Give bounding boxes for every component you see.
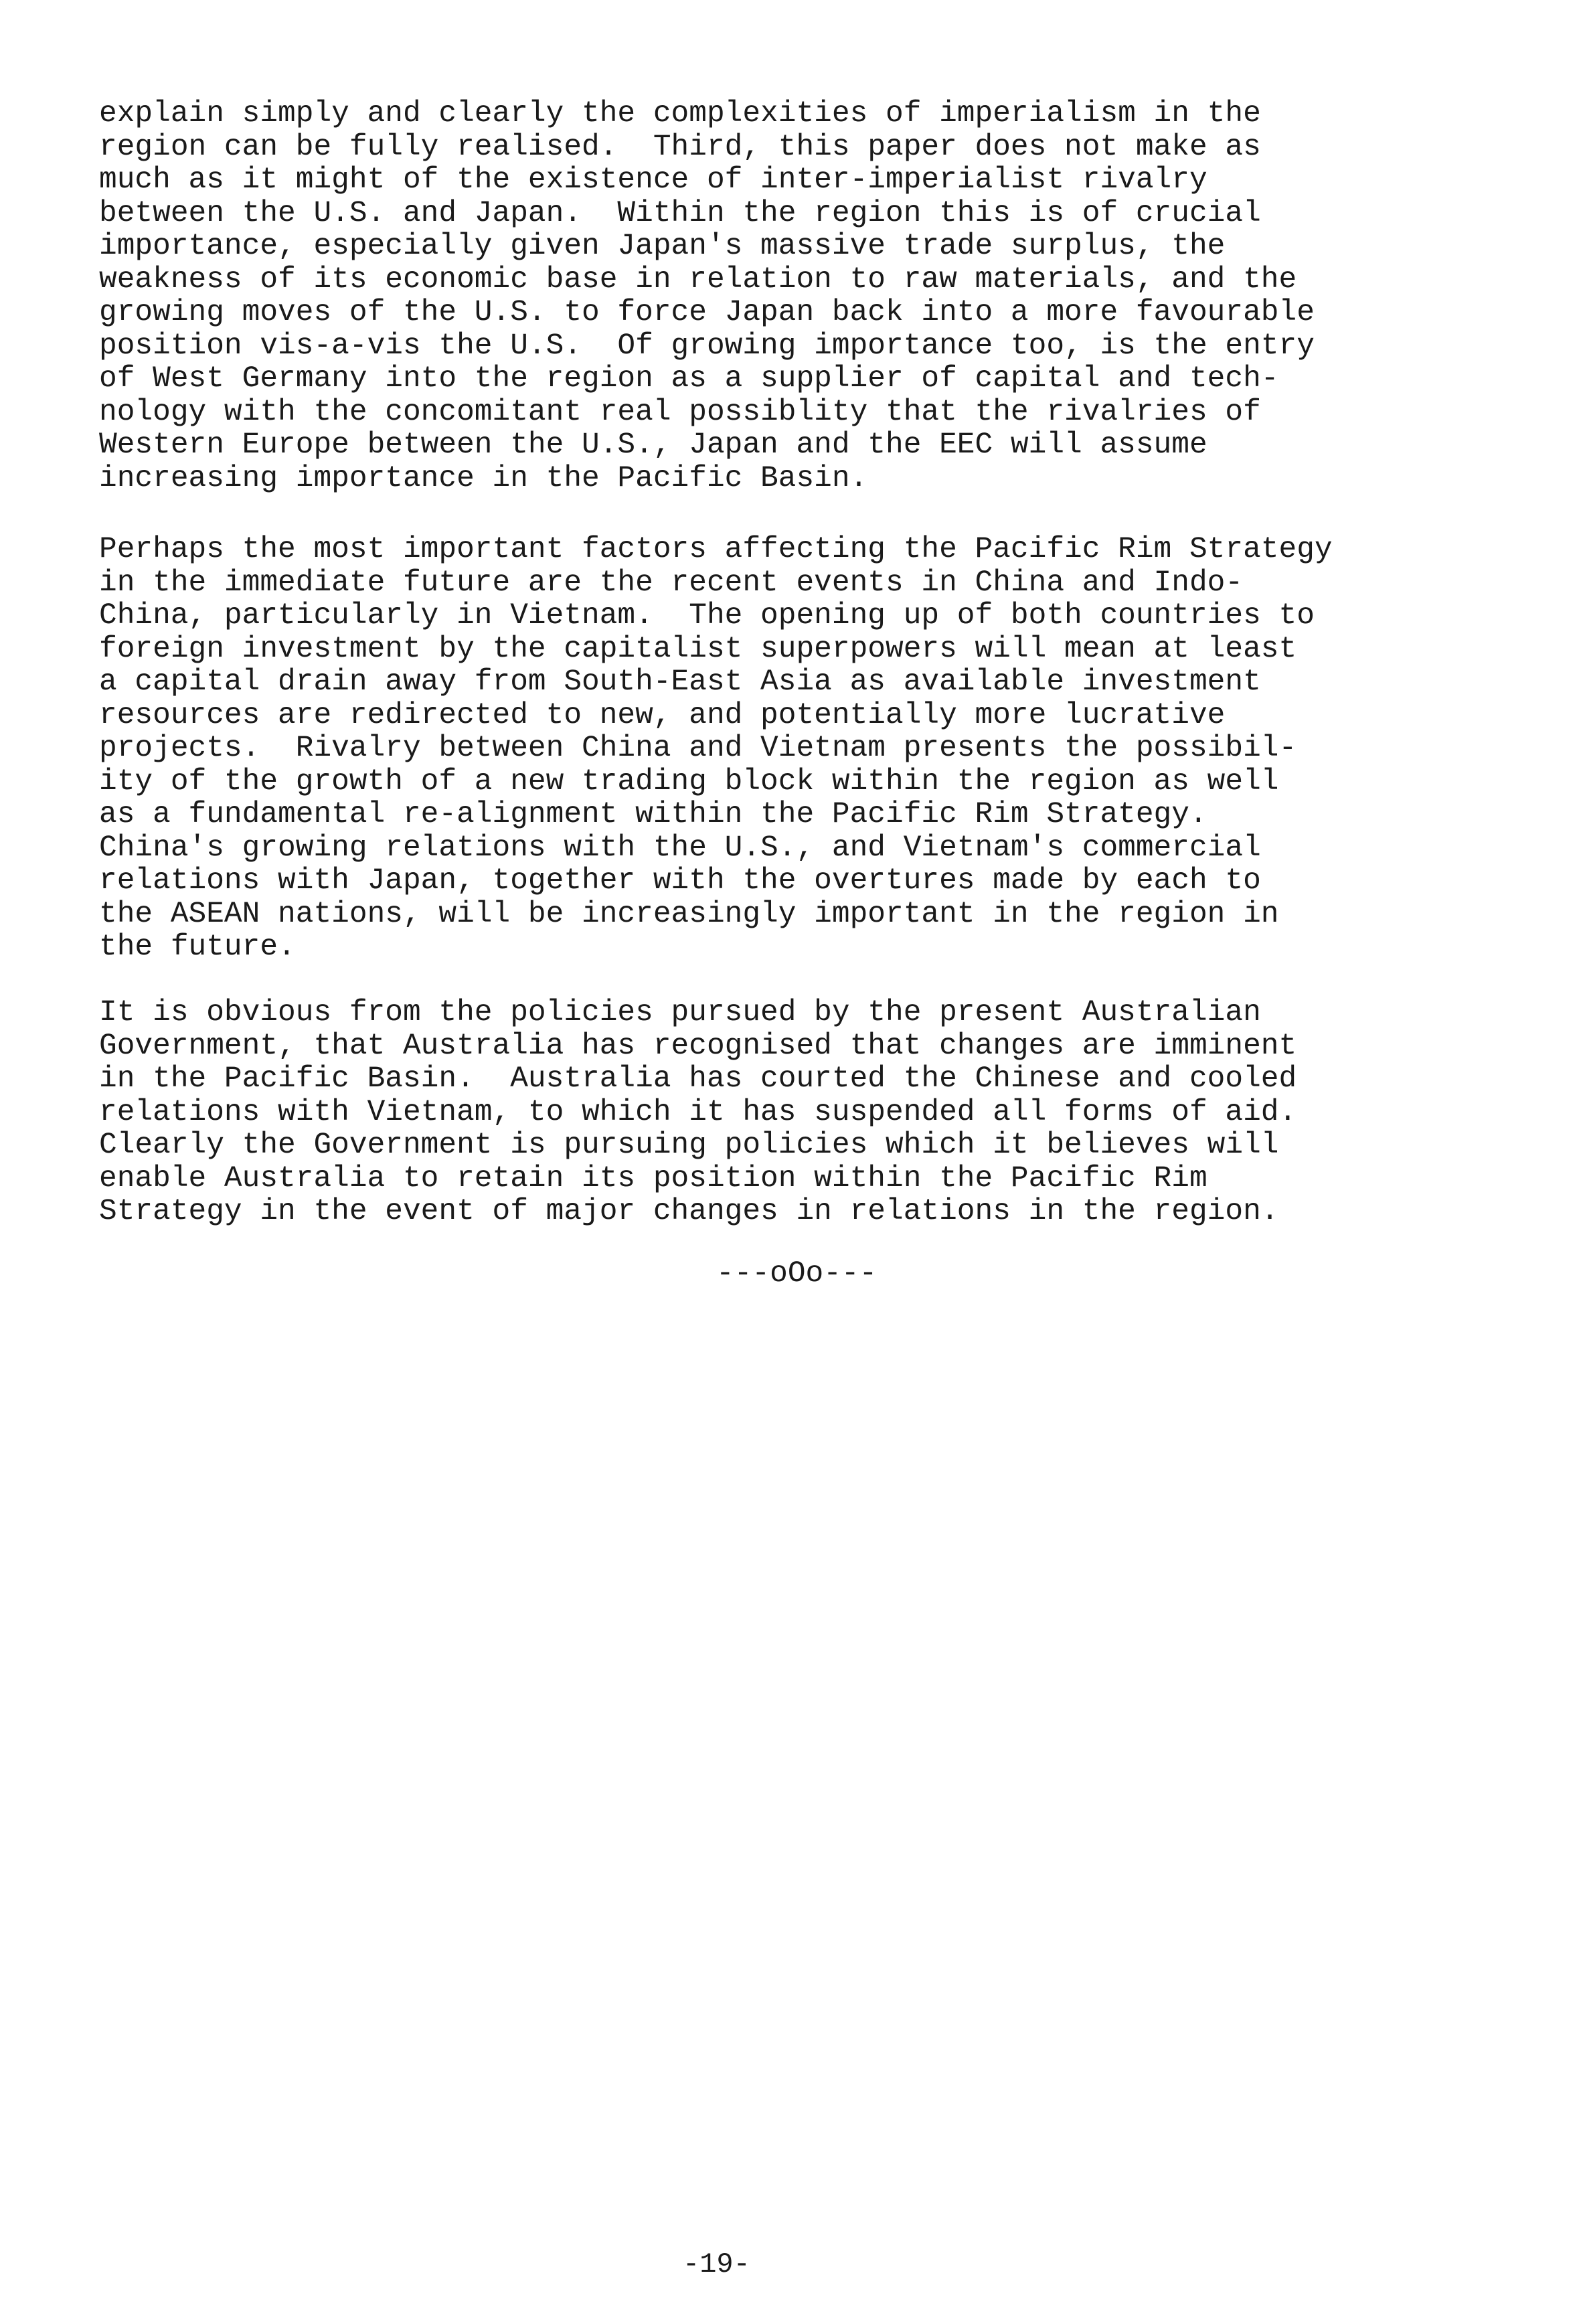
text-line: Strategy in the event of major changes in relations in the region. — [99, 1195, 1279, 1228]
text-line: as a fundamental re-alignment within the Pacific Rim Strategy. — [99, 798, 1207, 831]
paragraph-imperialist-rivalry — [99, 98, 1315, 495]
text-line: foreign investment by the capitalist superpowers will mean at least — [99, 632, 1297, 666]
text-line: a capital drain away from South-East Asia as available investment — [99, 665, 1261, 699]
paragraph-china-vietnam — [99, 533, 1333, 965]
text-line: in the immediate future are the recent events in China and Indo- — [99, 566, 1244, 600]
text-line: between the U.S. and Japan. Within the region this is of crucial — [99, 196, 1261, 230]
paragraph-australian-government — [99, 997, 1297, 1229]
section-divider: ---oOo--- — [716, 1257, 878, 1291]
text-line: China, particularly in Vietnam. The opening up of both countries to — [99, 599, 1315, 633]
text-line: resources are redirected to new, and potentially more lucrative — [99, 698, 1226, 732]
text-line: relations with Vietnam, to which it has suspended all forms of aid. — [99, 1095, 1297, 1129]
text-line: nology with the concomitant real possiblity that the rivalries of — [99, 395, 1261, 429]
text-line: in the Pacific Basin. Australia has courted the Chinese and cooled — [99, 1062, 1297, 1096]
text-line: Perhaps the most important factors affecting the Pacific Rim Strategy — [99, 533, 1333, 566]
text-line: the ASEAN nations, will be increasingly important in the region in — [99, 897, 1279, 931]
text-line: Government, that Australia has recognised that changes are imminent — [99, 1029, 1297, 1063]
text-line: growing moves of the U.S. to force Japan back into a more favourable — [99, 296, 1315, 329]
text-line: the future. — [99, 930, 296, 964]
text-line: explain simply and clearly the complexities of imperialism in the — [99, 97, 1261, 131]
text-line: of West Germany into the region as a supplier of capital and tech- — [99, 362, 1279, 396]
text-line: Western Europe between the U.S., Japan and the EEC will assume — [99, 428, 1207, 462]
text-line: weakness of its economic base in relation to raw materials, and the — [99, 262, 1297, 297]
text-line: Clearly the Government is pursuing policies which it believes will — [99, 1129, 1279, 1162]
text-line: much as it might of the existence of inter-imperialist rivalry — [99, 163, 1207, 197]
text-line: It is obvious from the policies pursued by the present Australian — [99, 996, 1261, 1029]
text-line: China's growing relations with the U.S., and Vietnam's commercial — [99, 831, 1261, 865]
text-line: relations with Japan, together with the overtures made by each to — [99, 864, 1261, 898]
text-line: region can be fully realised. Third, this paper does not make as — [99, 130, 1261, 164]
text-line: enable Australia to retain its position within the Pacific Rim — [99, 1161, 1207, 1195]
text-line: projects. Rivalry between China and Vietnam presents the possibil- — [99, 732, 1297, 765]
page-number: -19- — [683, 2248, 750, 2280]
text-line: position vis-a-vis the U.S. Of growing importance too, is the entry — [99, 329, 1315, 363]
text-line: importance, especially given Japan's massive trade surplus, the — [99, 230, 1226, 263]
text-line: ity of the growth of a new trading block within the region as well — [99, 764, 1279, 799]
text-line: increasing importance in the Pacific Basin. — [99, 461, 868, 495]
